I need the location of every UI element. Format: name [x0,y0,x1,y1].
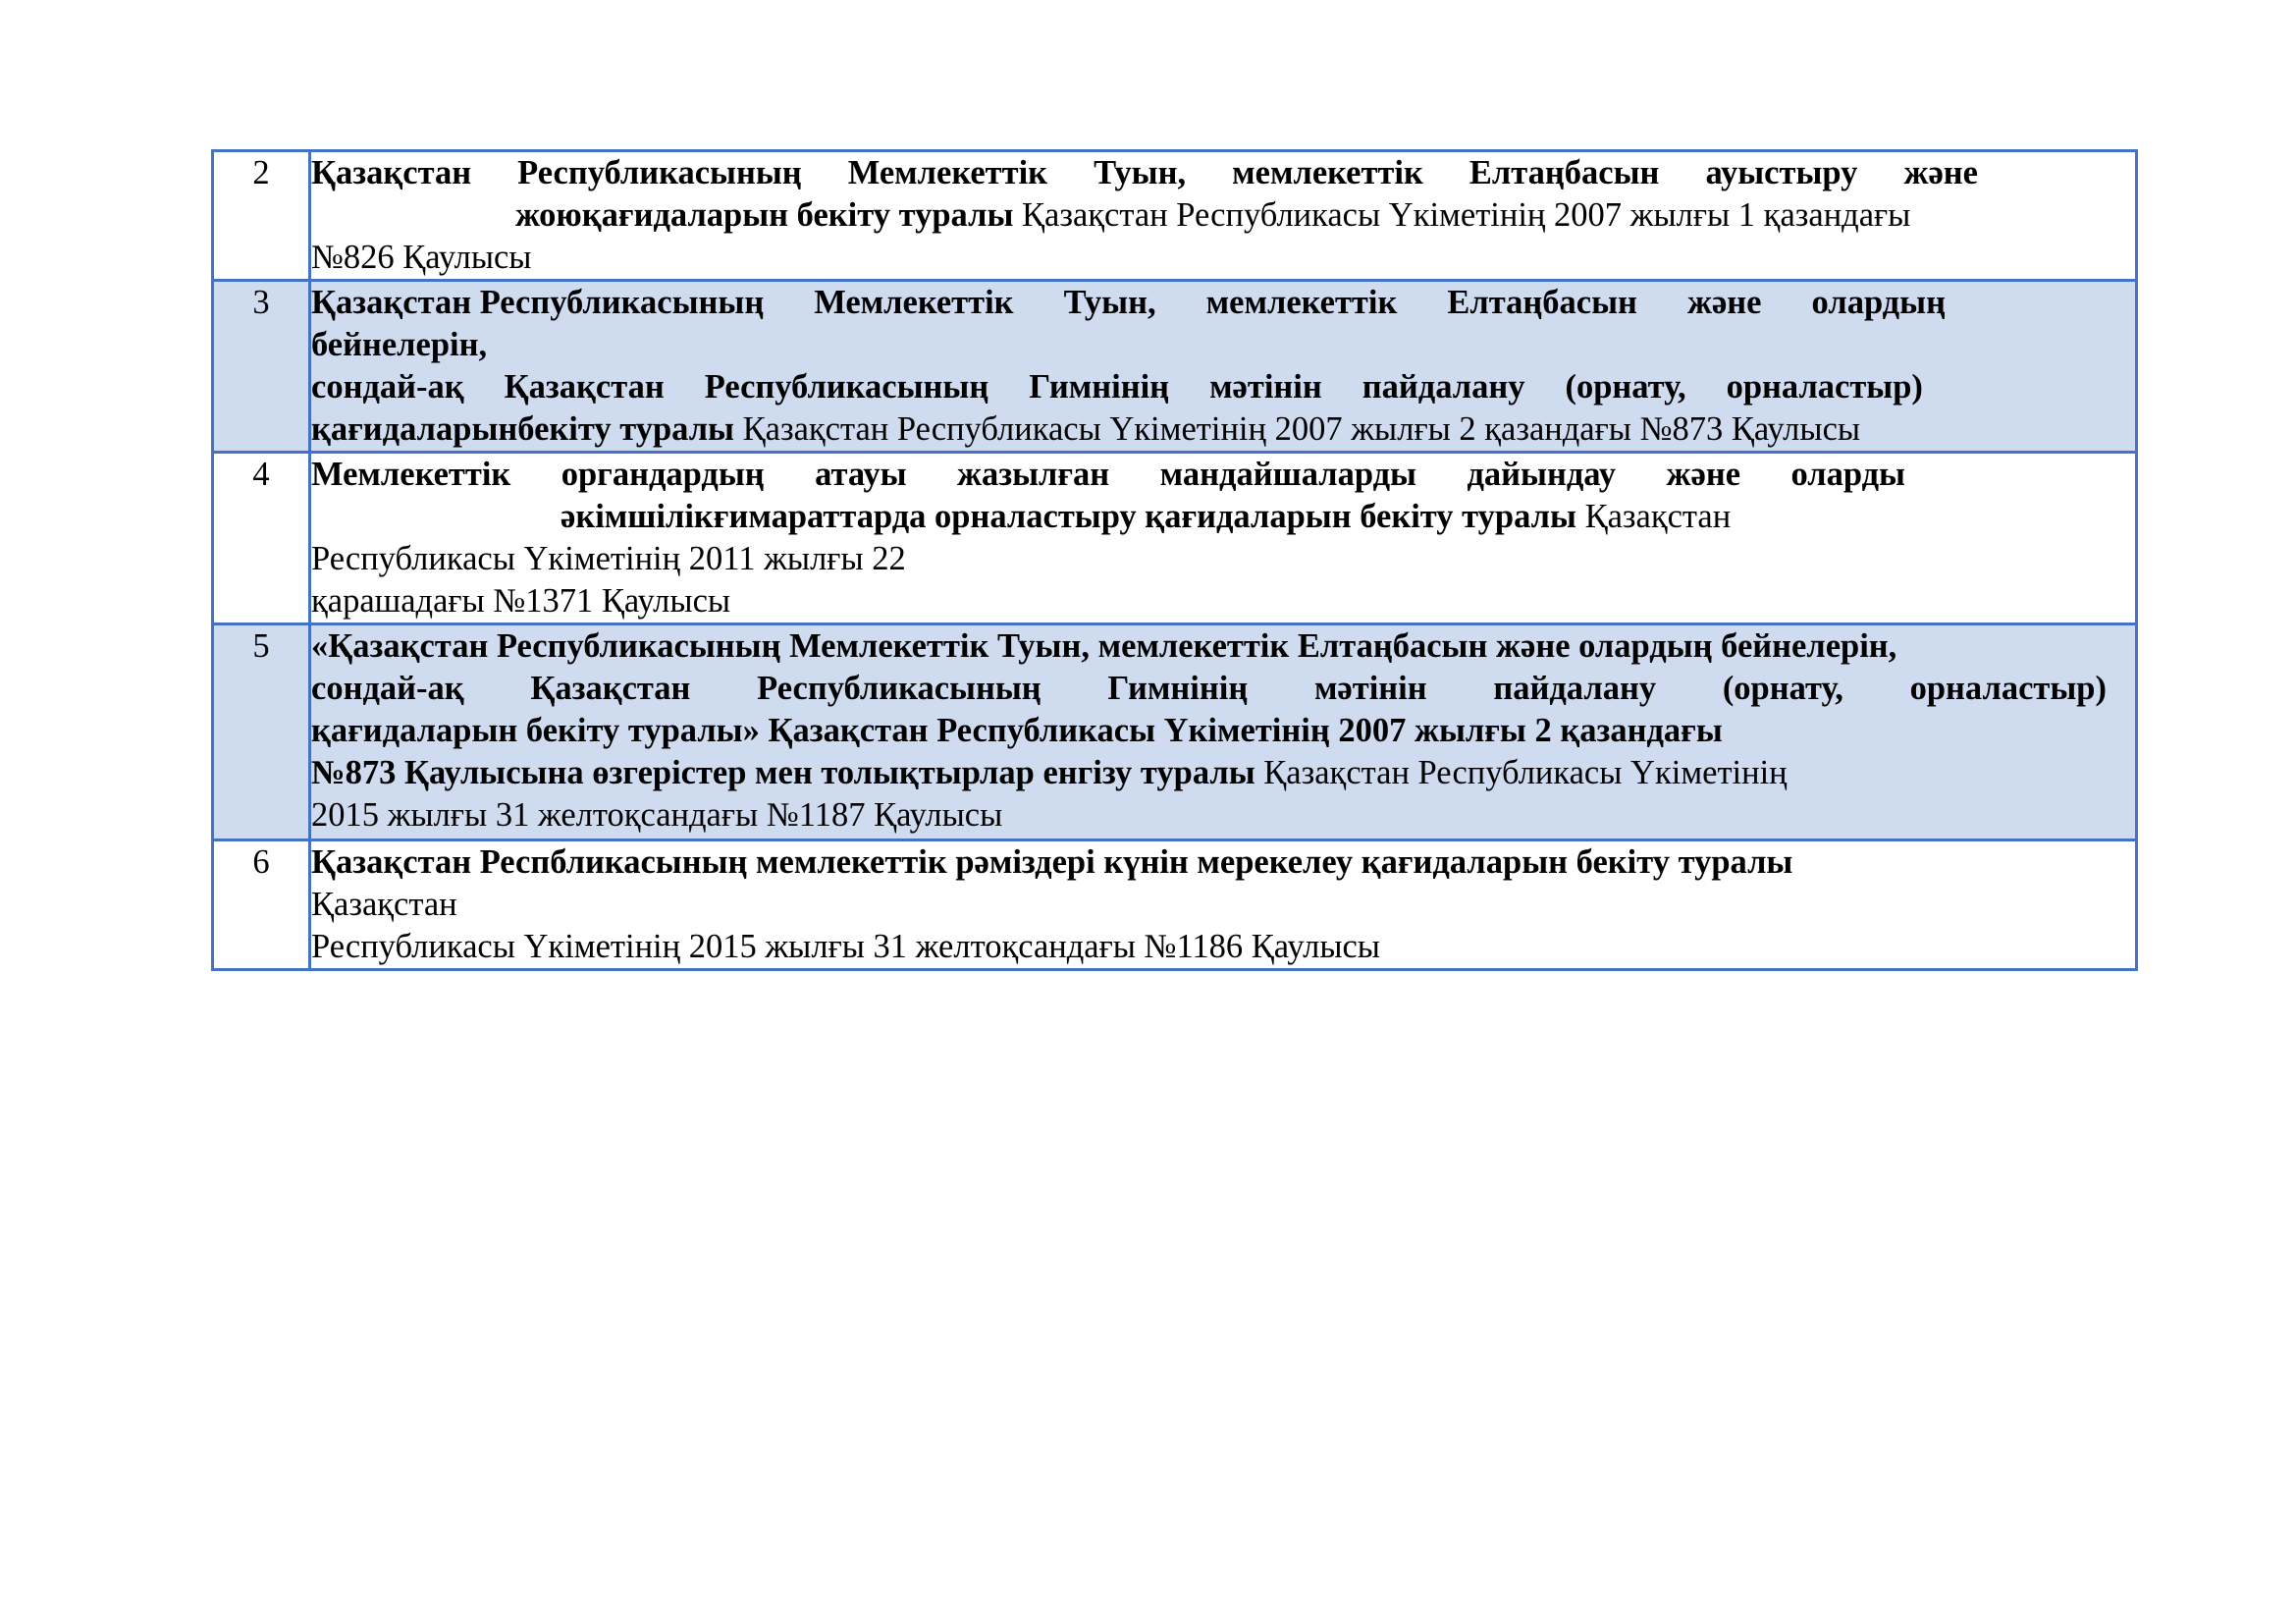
title-continuation-line: №873 Қаулысына өзгерістер мен толықтырлар енгізу туралы Қазақстан Республикасы Үкіметінің [311,754,1788,791]
title-line: сондай-ақ Қазақстан Республикасының Гимнінің мәтінін пайдалану (орнату, орналастыр) [311,670,2107,707]
title-continuation-line: әкімшілікғимараттарда орналастыру қағидаларын бекіту туралы Қазақстан [561,498,1732,535]
title-continuation-line: жоюқағидаларын бекіту туралы Қазақстан Республикасы Үкіметінің 2007 жылғы 1 қазандағы [515,196,1911,234]
act-reference: Республикасы Үкіметінің 2011 жылғы 22 [311,540,906,577]
row-number: 6 [213,840,310,970]
row-number: 3 [213,281,310,453]
act-reference: 2015 жылғы 31 желтоқсандағы №1187 Қаулысы [311,796,1003,834]
row-title-cell [310,281,2137,453]
title-line: Қазақстан Республикасының Мемлекеттік Туын, мемлекеттік Елтаңбасын ауыстыру және [311,154,1978,191]
title-line: Мемлекеттік органдардың атауы жазылған мандайшаларды дайындау және оларды [311,456,1905,493]
title-line: Қазақстан Республикасының Мемлекеттік Туын, мемлекеттік Елтаңбасын және олардың [311,284,1946,321]
row-number: 4 [213,453,310,624]
row-title-cell [310,151,2137,281]
acts-table [211,149,2138,971]
title-line: сондай-ақ Қазақстан Республикасының Гимнінің мәтінін пайдалану (орнату, орналастыр) [311,368,1923,406]
table-row [213,151,2137,281]
table-row [213,453,2137,624]
row-title-cell [310,624,2137,840]
title-line: Қазақстан Респбликасының мемлекеттік рәміздері күнін мерекелеу қағидаларын бекіту туралы [311,843,1793,881]
act-reference: Республикасы Үкіметінің 2015 жылғы 31 желтоқсандағы №1186 Қаулысы [311,928,1380,965]
act-reference: Қазақстан [311,886,457,923]
act-reference: №826 Қаулысы [311,239,532,276]
title-line: бейнелерін, [311,326,488,363]
table-row [213,840,2137,970]
title-continuation-line: қағидаларынбекіту туралы Қазақстан Республикасы Үкіметінің 2007 жылғы 2 қазандағы №873 Қаулысы [311,410,1861,448]
table-row [213,624,2137,840]
title-line: «Қазақстан Республикасының Мемлекеттік Туын, мемлекеттік Елтаңбасын және олардың бейнелерін, [311,627,1897,665]
row-number: 2 [213,151,310,281]
row-number: 5 [213,624,310,840]
table-row [213,281,2137,453]
act-reference: қарашадағы №1371 Қаулысы [311,582,731,620]
row-title-cell [310,453,2137,624]
title-line: қағидаларын бекіту туралы» Қазақстан Республикасы Үкіметінің 2007 жылғы 2 қазандағы [311,712,1723,749]
row-title-cell [310,840,2137,970]
